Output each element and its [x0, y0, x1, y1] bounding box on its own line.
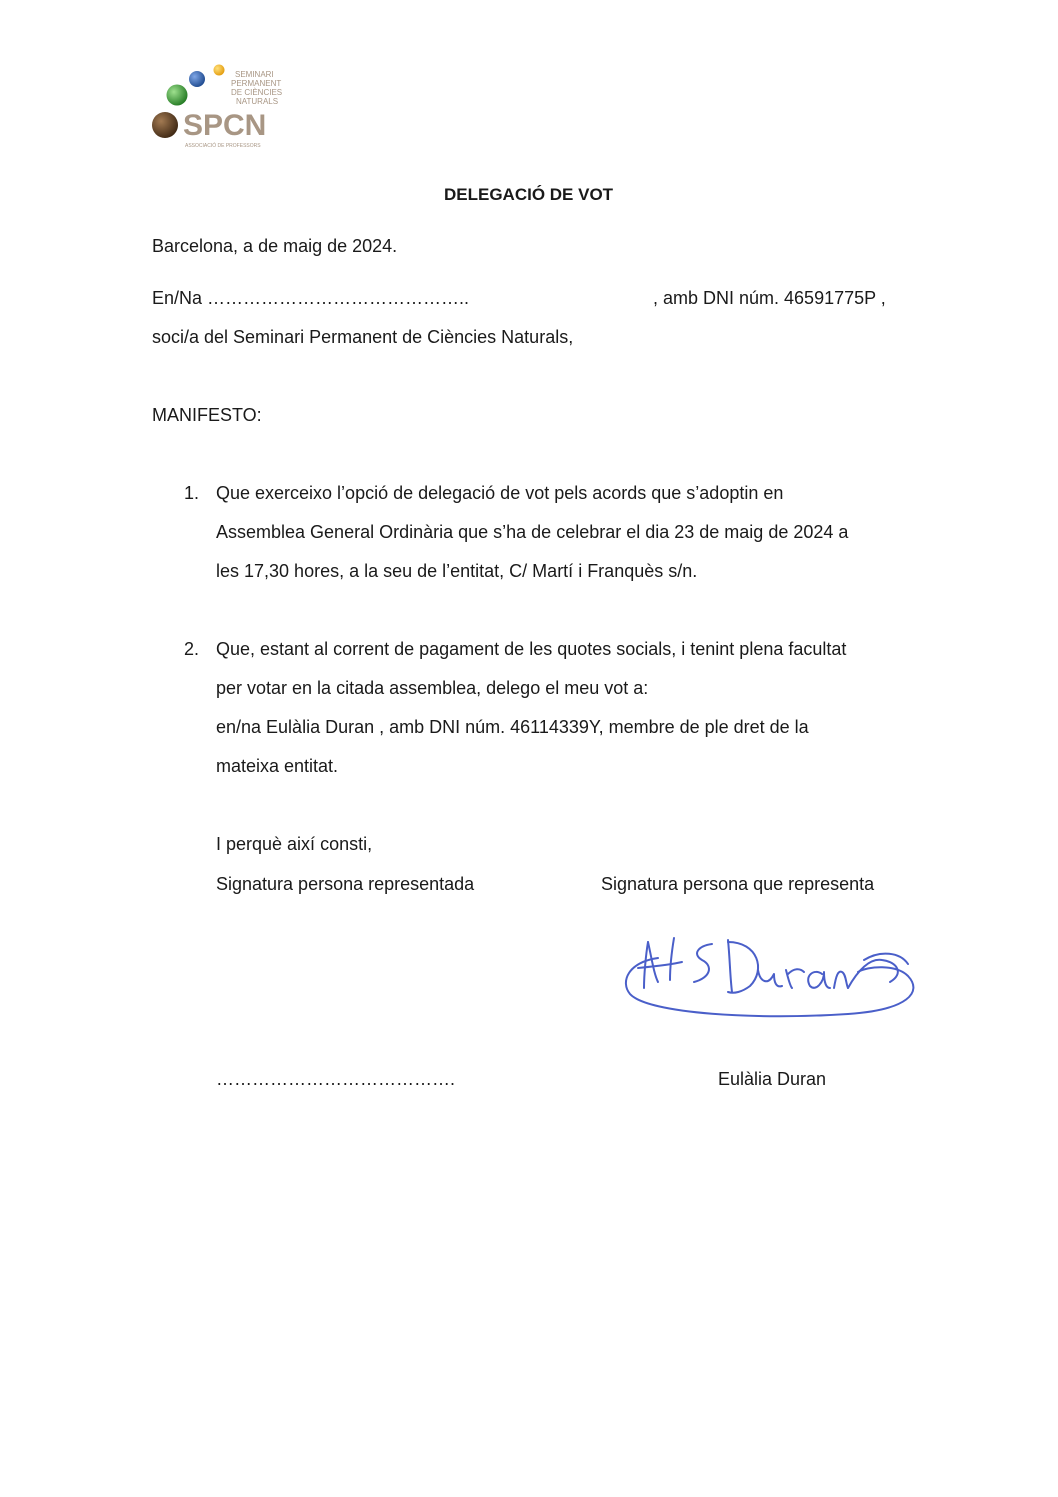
logo-line-1: SEMINARI: [235, 70, 274, 79]
grantor-name-field: En/Na ……………………………………..: [152, 288, 470, 308]
item-1-line-3: les 17,30 hores, a la seu de l’entitat, C/ Martí i Franquès s/n.: [216, 561, 698, 581]
yellow-sphere-icon: [214, 65, 225, 76]
item-1-line-2: Assemblea General Ordinària que s’ha de celebrar el dia 23 de maig de 2024 a: [216, 522, 849, 542]
signature-line-left: ………………………………….: [216, 1069, 456, 1089]
logo-line-4: NATURALS: [236, 97, 279, 106]
manifesto-heading: MANIFESTO:: [152, 405, 262, 425]
item-1-line-1: Que exerceixo l’opció de delegació de vot pels acords que s’adoptin en: [216, 483, 784, 503]
item-2-number: 2.: [184, 639, 200, 659]
signature-label-right: Signatura persona que representa: [601, 874, 875, 894]
signature-name-right: Eulàlia Duran: [718, 1069, 827, 1089]
logo-line-3: DE CIÈNCIES: [231, 88, 283, 97]
signature-label-left: Signatura persona representada: [216, 874, 475, 894]
brown-sphere-icon: [152, 112, 178, 138]
item-2-line-1: Que, estant al corrent de pagament de les quotes socials, i tenint plena facultat: [216, 639, 847, 659]
handwritten-signature: [618, 930, 923, 1025]
grantor-membership: soci/a del Seminari Permanent de Ciències Naturals,: [152, 327, 574, 347]
item-2-line-2: per votar en la citada assemblea, delego el meu vot a:: [216, 678, 649, 698]
blue-sphere-icon: [189, 71, 205, 87]
logo-acronym: SPCN: [183, 109, 267, 142]
logo-line-2: PERMANENT: [231, 79, 282, 88]
closing-text: I perquè així consti,: [216, 834, 373, 854]
green-sphere-icon: [167, 85, 188, 106]
spcn-logo: [150, 62, 285, 154]
item-2-line-4: mateixa entitat.: [216, 756, 339, 776]
item-1-number: 1.: [184, 483, 200, 503]
logo-tagline: ASSOCIACIÓ DE PROFESSORS: [185, 143, 261, 149]
document-title: DELEGACIÓ DE VOT: [444, 185, 614, 204]
item-2-line-3: en/na Eulàlia Duran , amb DNI núm. 46114339Y, membre de ple dret de la: [216, 717, 809, 737]
grantor-dni: , amb DNI núm. 46591775P ,: [653, 288, 886, 308]
place-date: Barcelona, a de maig de 2024.: [152, 236, 398, 256]
